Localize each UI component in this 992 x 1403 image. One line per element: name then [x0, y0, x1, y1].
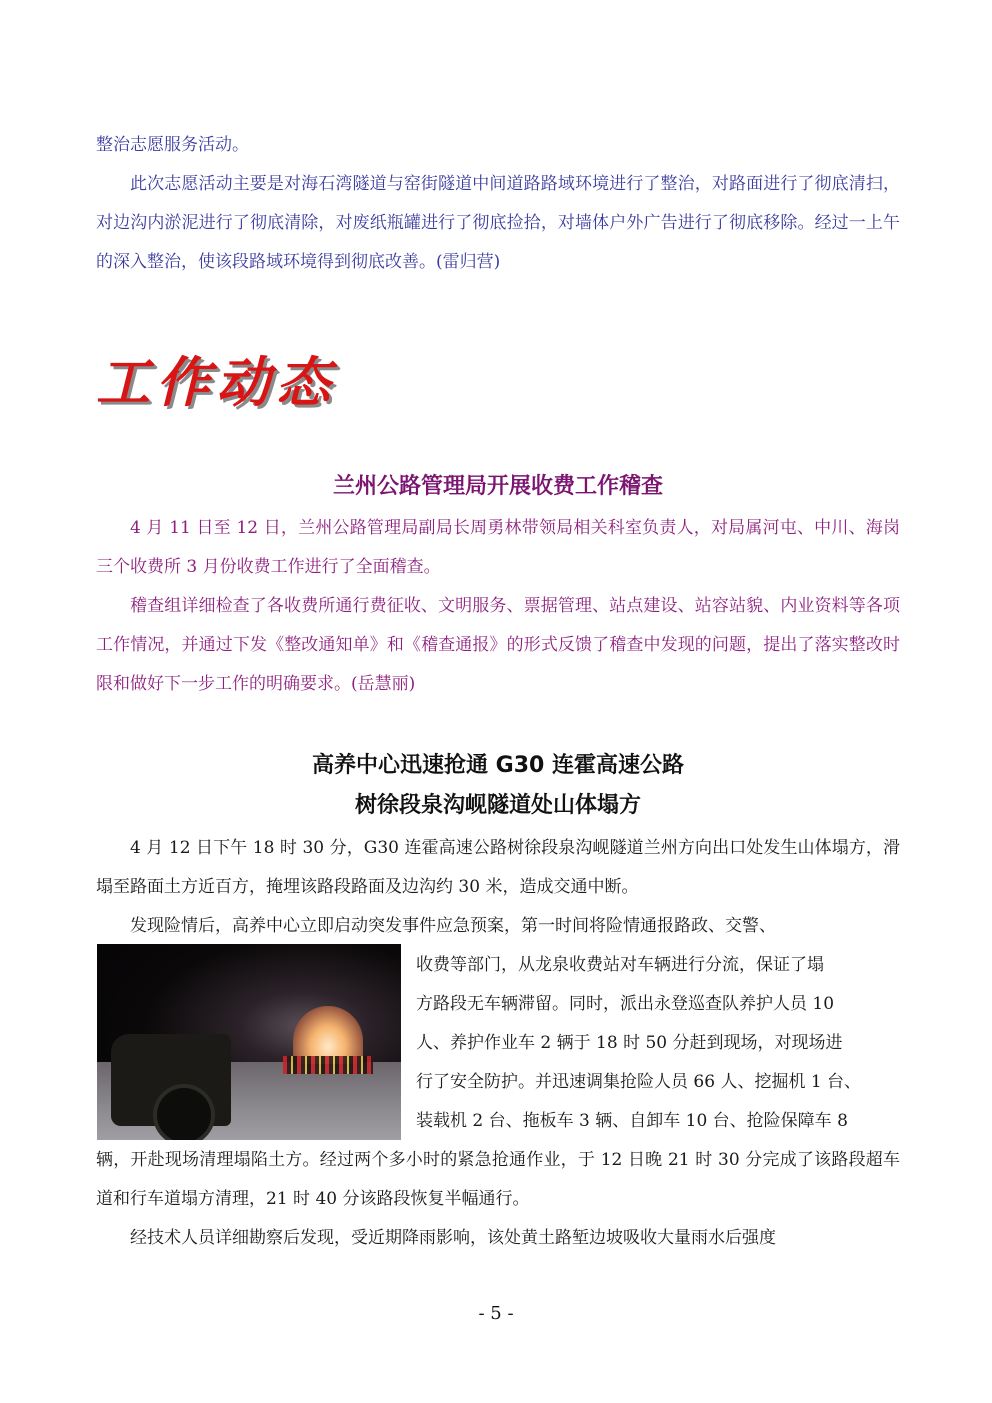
article2-paragraph-3: 经技术人员详细勘察后发现，受近期降雨影响，该处黄土路堑边坡吸收大量雨水后强度	[130, 1228, 776, 1248]
article1-paragraph-1: 4 月 11 日至 12 日，兰州公路管理局副局长周勇林带领局相关科室负责人，对局属河屯、中川、海岗三个收费所 3 月份收费工作进行了全面稽查。	[96, 518, 900, 577]
article2-headline-line2: 树徐段泉沟岘隧道处山体塌方	[354, 793, 641, 818]
photo-workers	[283, 1056, 373, 1074]
page-number: - 5 -	[478, 1303, 514, 1324]
article2-headline-line1: 高养中心迅速抢通 G30 连霍高速公路	[312, 753, 684, 778]
article2-wrap-line: 行了安全防护。并迅速调集抢险人员 66 人、挖掘机 1 台、	[416, 1072, 862, 1092]
intro-continued-line: 整治志愿服务活动。	[96, 135, 249, 155]
article2-wrap-line: 收费等部门，从龙泉收费站对车辆进行分流，保证了塌	[416, 955, 824, 975]
article2-paragraph-1: 4 月 12 日下午 18 时 30 分，G30 连霍高速公路树徐段泉沟岘隧道兰州方向出口处发生山体塌方，滑塌至路面土方近百方，掩埋该路段路面及边沟约 30 米，造成交通中断。	[96, 838, 900, 897]
article2-wrap-line: 方路段无车辆滞留。同时，派出永登巡查队养护人员 10	[416, 994, 835, 1014]
article2-wrap-line: 人、养护作业车 2 辆于 18 时 50 分赶到现场，对现场进	[416, 1033, 843, 1053]
section-title: 工作动态	[96, 351, 336, 414]
intro-paragraph: 此次志愿活动主要是对海石湾隧道与窑街隧道中间道路路域环境进行了整治，对路面进行了彻底清扫，对边沟内淤泥进行了彻底清除，对废纸瓶罐进行了彻底捡拾，对墙体户外广告进行了彻底移除。经过一上午的深入整治，使该段路域环境得到彻底改善。(雷归营)	[96, 174, 900, 272]
article1-headline: 兰州公路管理局开展收费工作稽查	[332, 474, 663, 499]
article2-wrap-line: 装载机 2 台、拖板车 3 辆、自卸车 10 台、抢险保障车 8	[416, 1111, 848, 1131]
tunnel-landslide-photo	[97, 944, 401, 1140]
article2-paragraph-2-tail: 辆，开赴现场清理塌陷土方。经过两个多小时的紧急抢通作业，于 12 日晚 21 时 30 分完成了该路段超车道和行车道塌方清理，21 时 40 分该路段恢复半幅通行。	[96, 1150, 900, 1209]
article1-paragraph-2: 稽查组详细检查了各收费所通行费征收、文明服务、票据管理、站点建设、站容站貌、内业资料等各项工作情况，并通过下发《整改通知单》和《稽查通报》的形式反馈了稽查中发现的问题，提出了落实整改时限和做好下一步工作的明确要求。(岳慧丽)	[96, 596, 900, 694]
photo-loader-wheel	[153, 1084, 215, 1140]
article2-paragraph-2-line1: 发现险情后，高养中心立即启动突发事件应急预案，第一时间将险情通报路政、交警、	[130, 916, 776, 936]
